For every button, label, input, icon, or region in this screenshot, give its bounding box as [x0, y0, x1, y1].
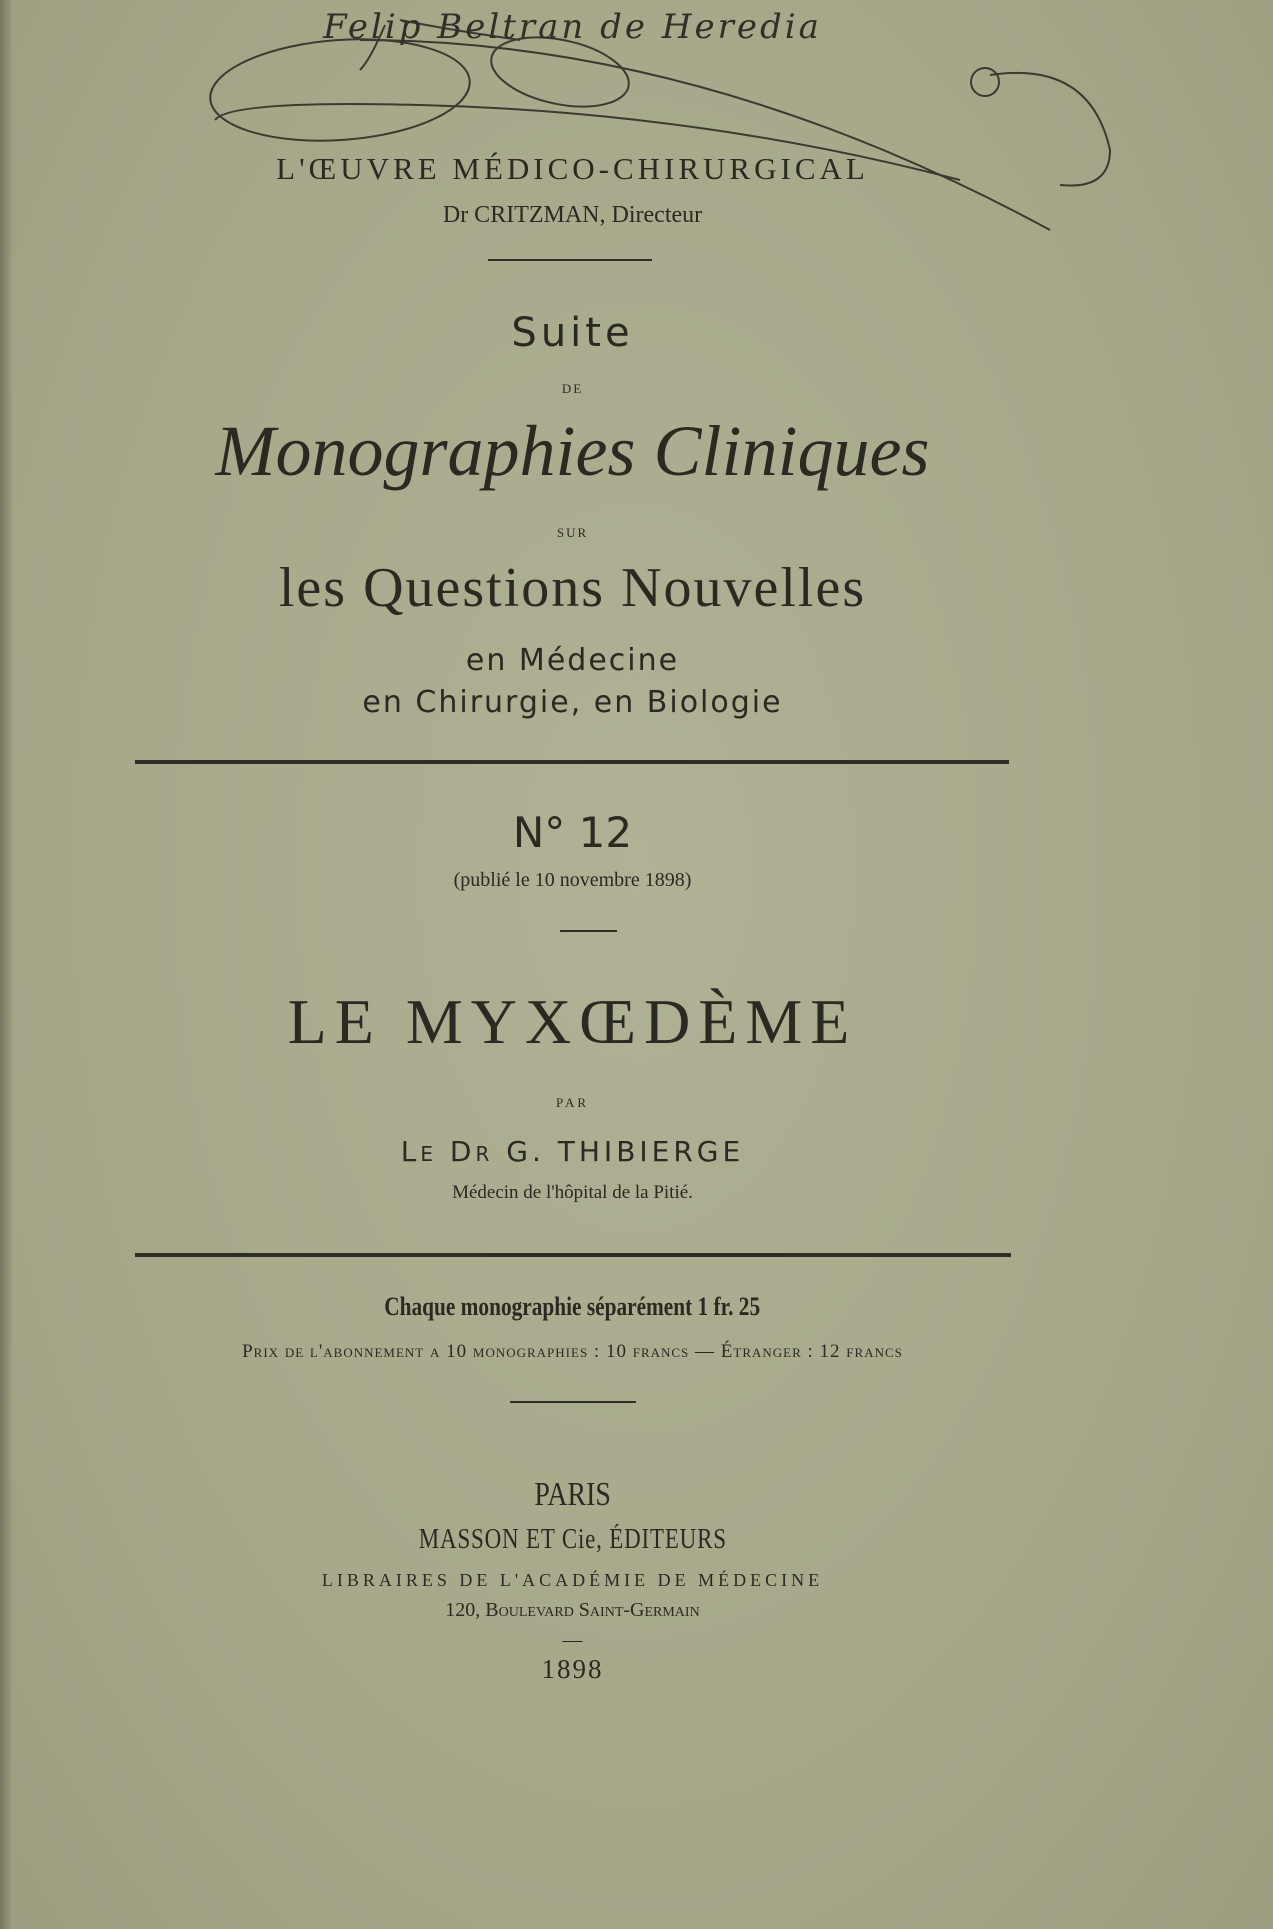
- single-price: Chaque monographie séparément 1 fr. 25: [384, 1292, 761, 1321]
- publisher-address: 120, Boulevard Saint-Germain: [445, 1599, 700, 1621]
- divider: [510, 1401, 636, 1403]
- subscription-price: Prix de l'abonnement a 10 monographies : 10 francs — Étranger : 12 francs: [242, 1341, 903, 1362]
- dash-separator: —: [562, 1629, 583, 1651]
- work-title: LE MYXŒDÈME: [287, 986, 858, 1057]
- main-title: Monographies Cliniques: [215, 411, 930, 491]
- publisher-city: PARIS: [534, 1476, 611, 1513]
- subtitle: les Questions Nouvelles: [278, 557, 867, 619]
- divider: [488, 259, 652, 261]
- subtitle-line-2: en Chirurgie, en Biologie: [362, 685, 783, 720]
- divider: [135, 760, 1009, 764]
- publisher-name: MASSON ET Cie, ÉDITEURS: [418, 1524, 727, 1555]
- publisher-role: LIBRAIRES DE L'ACADÉMIE DE MÉDECINE: [321, 1570, 824, 1590]
- publication-year: 1898: [541, 1654, 604, 1684]
- publication-date: (publié le 10 novembre 1898): [453, 869, 692, 891]
- handwritten-signature: Felip Beltran de Heredia: [323, 7, 822, 47]
- divider: [560, 930, 617, 932]
- series-name: L'ŒUVRE MÉDICO-CHIRURGICAL: [276, 151, 869, 186]
- suite-label: Suite: [511, 310, 634, 356]
- subtitle-line-1: en Médecine: [465, 643, 680, 678]
- de-label: DE: [561, 381, 584, 396]
- author: Le Dr G. THIBIERGE: [400, 1135, 745, 1168]
- issue-number: N° 12: [512, 808, 633, 857]
- par-label: PAR: [555, 1095, 590, 1110]
- director: Dr CRITZMAN, Directeur: [442, 202, 703, 228]
- author-role: Médecin de l'hôpital de la Pitié.: [452, 1182, 693, 1203]
- sur-label: SUR: [556, 525, 589, 540]
- divider: [135, 1253, 1011, 1257]
